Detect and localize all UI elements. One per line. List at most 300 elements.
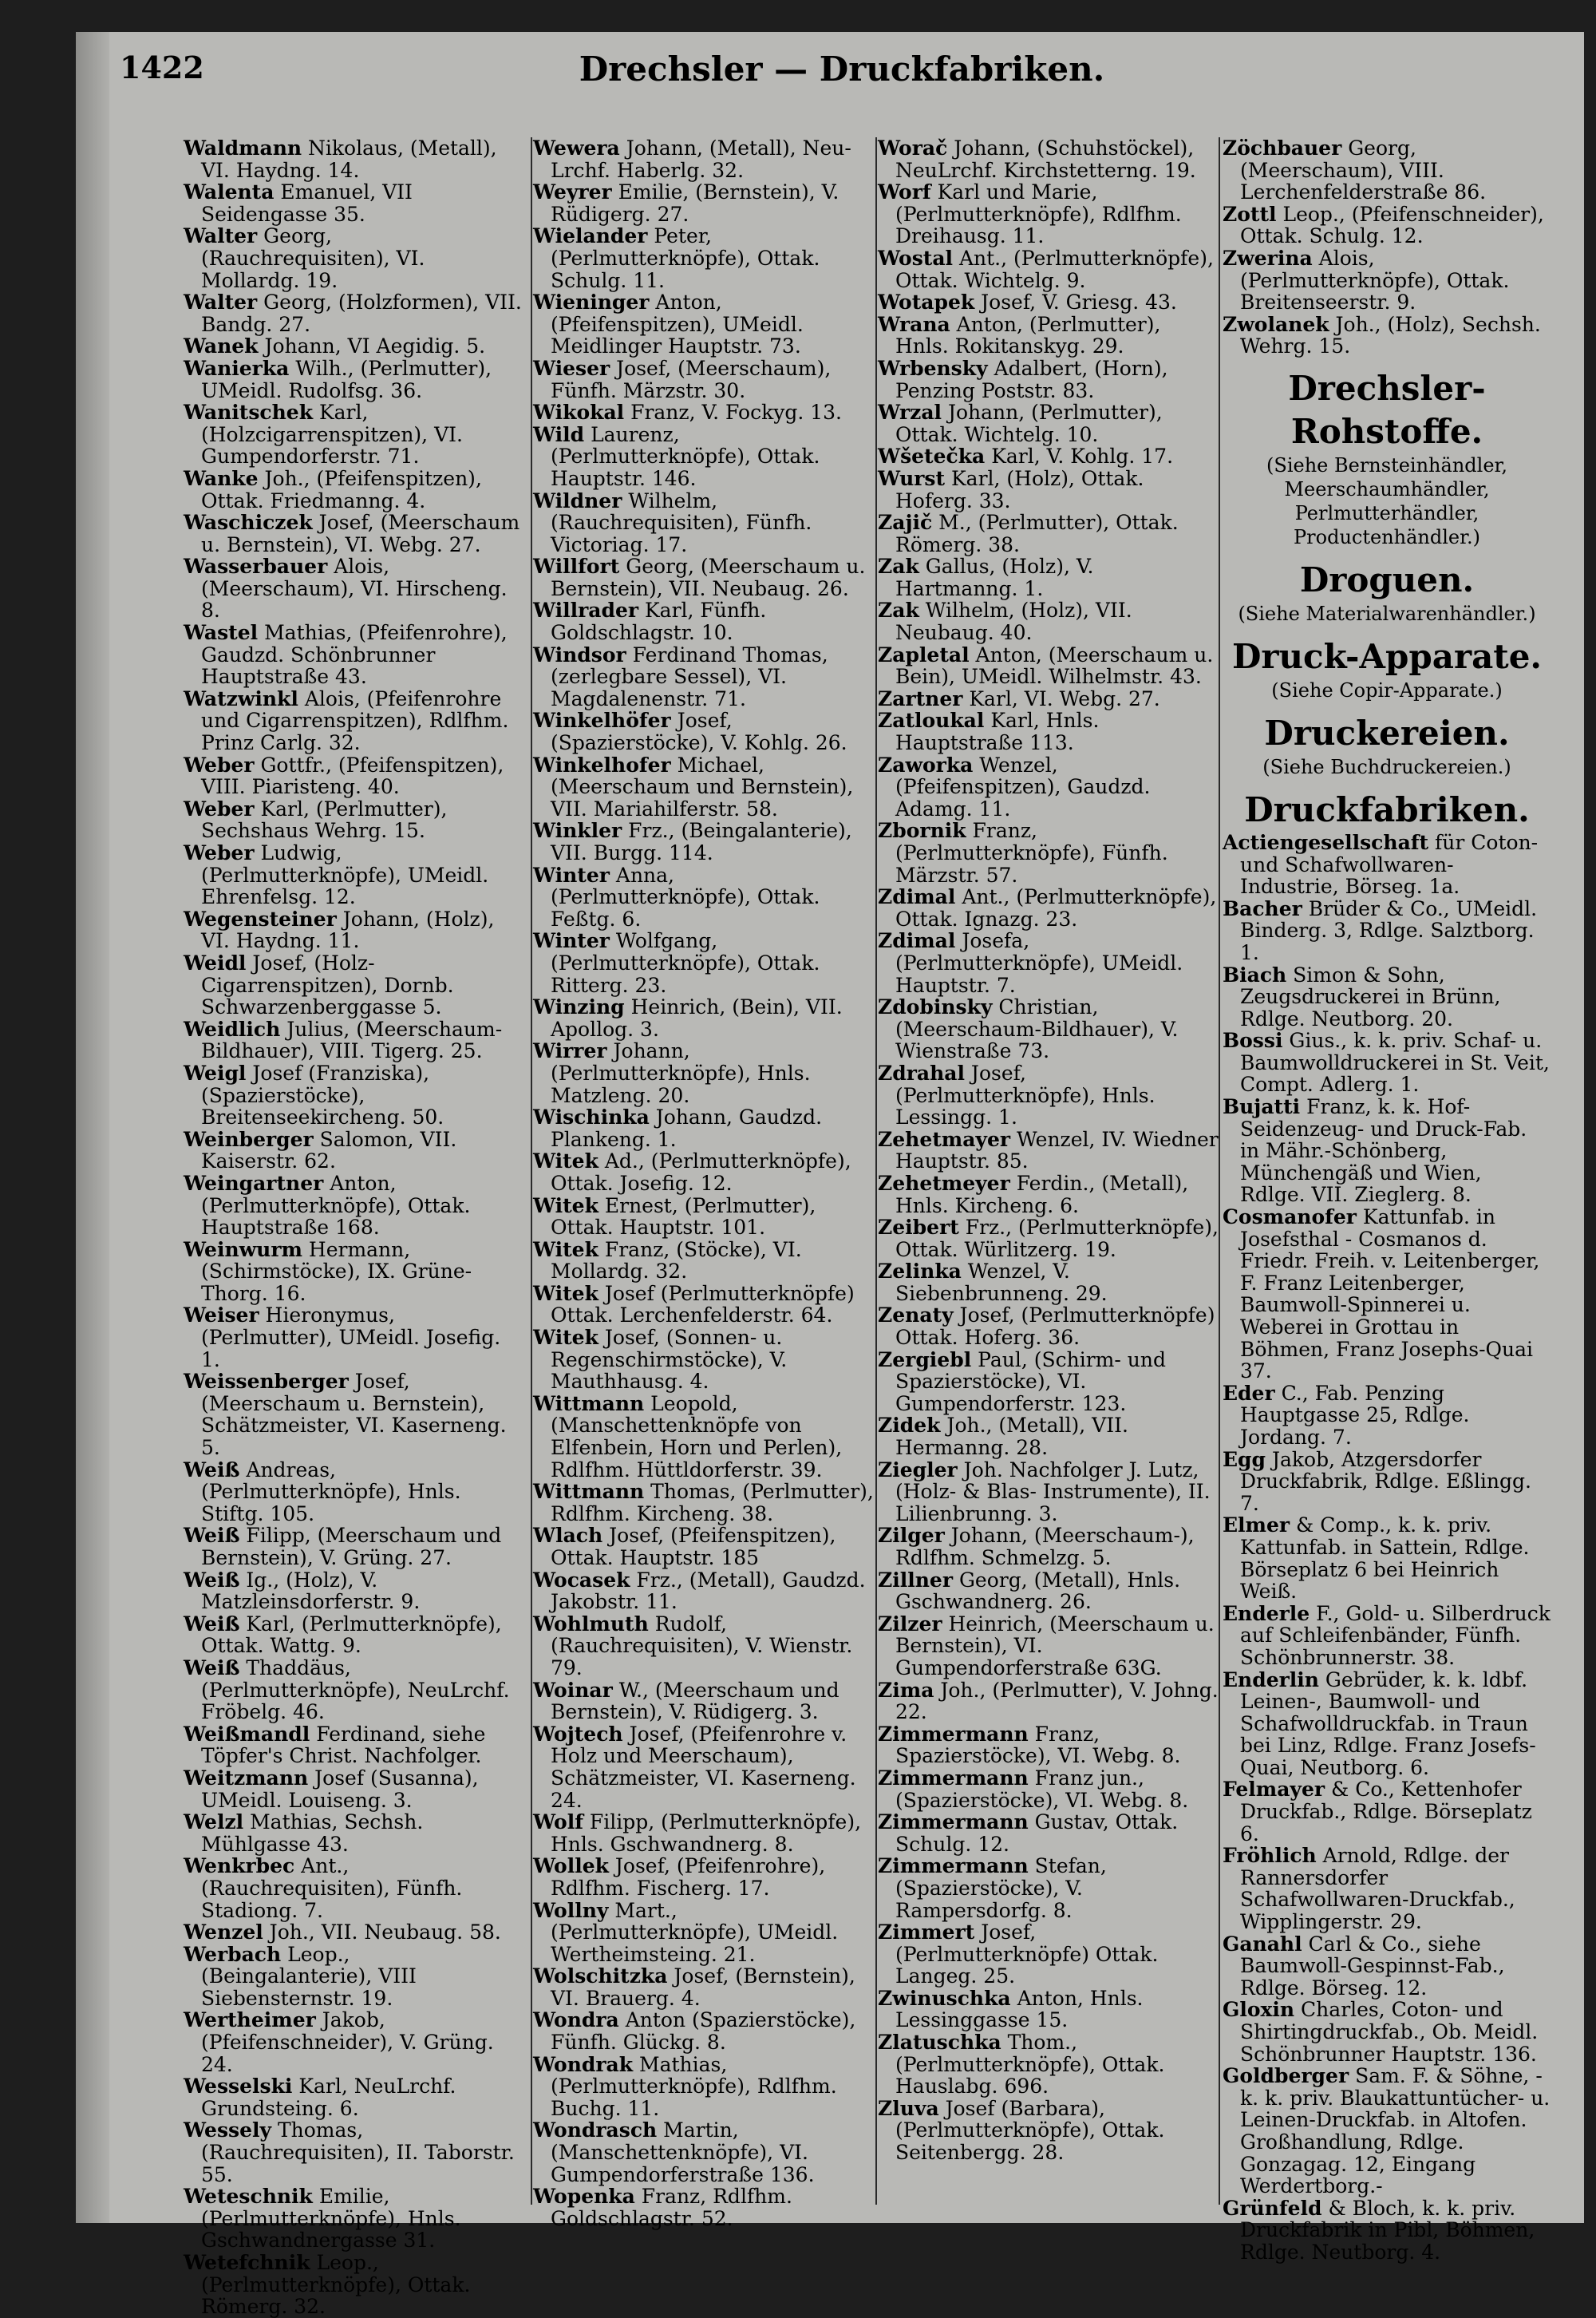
directory-entry: [878, 512, 1219, 556]
directory-entry: [878, 1173, 1219, 1216]
entry-details: Wenzel, V. Siebenbrunneng. 29.: [895, 1260, 1108, 1305]
entry-name: Wieninger: [533, 291, 650, 314]
entry-name: Wastel: [184, 621, 259, 645]
entry-name: Zdimal: [878, 929, 956, 953]
column-2: [533, 136, 875, 2230]
entry-name: Winkelhöfer: [533, 709, 671, 733]
directory-entry: [1223, 1778, 1551, 1845]
entry-name: Wikokal: [533, 401, 625, 425]
entry-details: Filipp, (Meerschaum und Bernstein), V. Grüng. 27.: [201, 1524, 502, 1569]
entry-details: Johann, (Holz), VI. Haydng. 11.: [201, 907, 495, 953]
entry-details: Josef (Franziska), (Spazierstöcke), Breitenseekircheng. 50.: [201, 1061, 444, 1129]
directory-entry: [533, 1811, 875, 1855]
directory-entry: [1223, 1669, 1551, 1779]
entry-name: Zaworka: [878, 753, 974, 777]
directory-entry: [184, 1371, 525, 1458]
directory-entry: [1223, 137, 1551, 204]
entry-name: Weißmandl: [184, 1722, 310, 1746]
entry-details: Leopold, (Manschettenknöpfe von Elfenbein, Horn und Perlen), Rdlfhm. Hüttldorferstr. 39.: [551, 1391, 843, 1481]
entry-name: Zwinuschka: [878, 1986, 1011, 2010]
entry-details: Josef, (Pfeifenspitzen), Ottak. Hauptstr. 185: [551, 1524, 836, 1569]
directory-entry: [878, 1304, 1219, 1348]
entry-details: Josef, (Perlmutterknöpfe), Hnls. Lessingg. 1.: [895, 1061, 1156, 1129]
directory-entry: [878, 1525, 1219, 1568]
directory-entry: [533, 225, 875, 291]
entry-name: Bujatti: [1223, 1095, 1301, 1119]
entry-details: Johann, (Meerschaum-), Rdlfhm. Schmelzg. 5.: [895, 1524, 1195, 1569]
directory-entry: [184, 1304, 525, 1371]
entry-details: Franz, Spazierstöcke), VI. Webg. 8.: [895, 1722, 1181, 1768]
directory-entry: [184, 2185, 525, 2252]
directory-entry: [184, 1129, 525, 1173]
entry-name: Willfort: [533, 555, 620, 579]
entry-name: Wanitschek: [184, 401, 314, 425]
directory-entry: [184, 2009, 525, 2075]
entry-name: Woinar: [533, 1678, 613, 1702]
entry-details: Kattunfab. in Josefsthal - Cosmanos d. Friedr. Freih. v. Leitenberger, F. Franz Leitenberger, Baumwoll-Spinnerei u. Weberei in Grottau in Böhmen, Franz Josephs-Quai 37.: [1240, 1205, 1540, 1383]
entry-details: Joh. Nachfolger J. Lutz, (Holz- & Blas- Instrumente), II. Lilienbrunng. 3.: [895, 1458, 1211, 1525]
entry-name: Weiß: [184, 1568, 240, 1592]
entry-details: Josef, V. Griesg. 43.: [974, 291, 1177, 314]
directory-entry: [1223, 964, 1551, 1030]
entry-name: Zehetmayer: [878, 1127, 1011, 1151]
entry-name: Weidlich: [184, 1017, 281, 1041]
entry-name: Weber: [184, 841, 255, 864]
page-number: 1422: [120, 49, 204, 85]
entry-details: Simon & Sohn, Zeugsdruckerei in Brünn, Rdlge. Neutborg. 20.: [1240, 963, 1501, 1030]
entry-name: Wondrak: [533, 2052, 634, 2076]
entry-details: Franz, k. k. Hof-Seidenzeug- und Druck-Fab. in Mähr.-Schönberg, Münchengäß und Wien, Rdlge. VII. Zieglerg. 8.: [1240, 1095, 1527, 1207]
entry-name: Zeibert: [878, 1216, 959, 1240]
running-title: Drechsler — Druckfabriken.: [579, 49, 1105, 89]
entry-name: Wotapek: [878, 291, 975, 314]
entry-details: Frz., (Beingalanterie), VII. Burgg. 114.: [551, 819, 852, 864]
directory-entry: [878, 137, 1219, 181]
entry-name: Weyrer: [533, 180, 612, 204]
entry-name: Wohlmuth: [533, 1612, 649, 1636]
entry-name: Werbach: [184, 1942, 282, 1966]
directory-entry: [184, 1569, 525, 1613]
entry-name: Zelinka: [878, 1260, 962, 1284]
directory-entry: [1223, 247, 1551, 314]
entry-details: Johann, Gaudzd. Plankeng. 1.: [551, 1106, 823, 1151]
entry-name: Weiß: [184, 1524, 240, 1548]
directory-entry: [878, 556, 1219, 599]
entry-details: Joh., (Holz), Sechsh. Wehrg. 15.: [1240, 312, 1541, 358]
directory-entry: [533, 996, 875, 1040]
entry-details: Johann, (Perlmutterknöpfe), Hnls. Matzleng. 20.: [551, 1039, 811, 1107]
entry-name: Wenzel: [184, 1920, 263, 1944]
entry-details: Josef, (Holz-Cigarrenspitzen), Dornb. Schwarzenberggasse 5.: [201, 951, 454, 1019]
entry-name: Wanke: [184, 466, 259, 490]
entry-name: Wondrasch: [533, 2118, 658, 2142]
directory-entry: [533, 599, 875, 643]
directory-entry: [1223, 1206, 1551, 1382]
directory-entry: [878, 1129, 1219, 1173]
entry-details: Josef, (Perlmutterknöpfe) Ottak. Langeg. 25.: [895, 1920, 1159, 1988]
entry-name: Weingartner: [184, 1171, 324, 1195]
column-rule-1: [531, 137, 532, 2205]
entry-name: Zergiebl: [878, 1347, 972, 1371]
directory-entry: [878, 1613, 1219, 1679]
entry-details: Heinrich, (Bein), VII. Apollog. 3.: [551, 995, 843, 1041]
directory-entry: [184, 225, 525, 291]
directory-entry: [533, 1239, 875, 1283]
entry-details: Johann, (Perlmutter), Ottak. Wichtelg. 10.: [895, 401, 1163, 446]
entry-name: Witek: [533, 1326, 598, 1350]
directory-entry: [1223, 314, 1551, 358]
entry-details: Charles, Coton- und Shirtingdruckfab., Ob. Meidl. Schönbrunner Hauptstr. 136.: [1240, 1998, 1539, 2066]
entry-name: Zidek: [878, 1414, 941, 1438]
directory-entry: [184, 335, 525, 358]
directory-entry: [878, 930, 1219, 996]
entry-details: Wilh., (Perlmutter), UMeidl. Rudolfsg. 36.: [201, 356, 492, 402]
entry-name: Zimmermann: [878, 1854, 1029, 1878]
entry-details: Anton (Spazierstöcke), Fünfh. Glückg. 8.: [551, 2008, 856, 2055]
entry-details: Gallus, (Holz), V. Hartmanng. 1.: [895, 555, 1094, 600]
entry-name: Witek: [533, 1149, 598, 1173]
entry-name: Zak: [878, 555, 919, 579]
entry-name: Biach: [1223, 963, 1287, 987]
directory-entry: [878, 1767, 1219, 1811]
entry-details: Josef, (Meerschaum u. Bernstein), Schätzmeister, VI. Kaserneng. 5.: [201, 1370, 507, 1460]
entry-details: Anton, (Pfeifenspitzen), UMeidl. Meidlinger Hauptstr. 73.: [551, 291, 804, 358]
directory-entry: [184, 908, 525, 952]
directory-entry: [878, 1988, 1219, 2031]
entry-name: Weidl: [184, 951, 247, 975]
entry-name: Witek: [533, 1193, 598, 1217]
entry-name: Zatloukal: [878, 709, 985, 733]
column-4-entries-top: [1223, 137, 1551, 358]
entry-details: Thom., (Perlmutterknöpfe), Ottak. Hauslabg. 696.: [895, 2031, 1165, 2098]
entry-name: Wieser: [533, 356, 610, 380]
entry-details: Karl, (Perlmutterknöpfe), Ottak. Wattg. 9.: [201, 1612, 502, 1658]
directory-entry: [1223, 1096, 1551, 1206]
entry-details: Joh., VII. Neubaug. 58.: [263, 1920, 501, 1944]
entry-name: Wild: [533, 422, 585, 446]
entry-details: & Co., Kettenhofer Druckfab., Rdlge. Börseplatz 6.: [1240, 1778, 1532, 1845]
entry-name: Zima: [878, 1678, 934, 1702]
entry-details: Hermann, (Schirmstöcke), IX. Grüne-Thorg. 16.: [201, 1237, 472, 1305]
entry-details: Mart., (Perlmutterknöpfe), UMeidl. Wertheimsteing. 21.: [551, 1898, 839, 1966]
entry-name: Actiengesellschaft: [1223, 830, 1429, 854]
entry-name: Zilzer: [878, 1612, 942, 1636]
entry-details: Johann, (Metall), Neu-Lrchf. Haberlg. 32.: [551, 136, 851, 182]
directory-entry: [533, 358, 875, 401]
entry-details: Franz, (Stöcke), VI. Mollardg. 32.: [551, 1237, 802, 1284]
entry-details: Ant., (Perlmutterknöpfe), Ottak. Ignazg. 23.: [895, 885, 1217, 931]
directory-entry: [533, 401, 875, 424]
entry-name: Goldberger: [1223, 2064, 1349, 2088]
entry-name: Zdobinsky: [878, 995, 993, 1019]
entry-name: Wewera: [533, 136, 620, 160]
directory-entry: [184, 1657, 525, 1723]
entry-details: Josef, (Pfeifenrohre v. Holz und Meerschaum), Schätzmeister, VI. Kaserneng. 24.: [551, 1722, 856, 1812]
entry-details: Anton, Hnls. Lessinggasse 15.: [895, 1986, 1144, 2032]
directory-entry: [533, 1569, 875, 1613]
entry-details: Josef, (Bernstein), VI. Brauerg. 4.: [551, 1964, 855, 2010]
entry-name: Wenkrbec: [184, 1854, 295, 1878]
directory-entry: [184, 1525, 525, 1568]
entry-details: Ig., (Holz), V. Matzleinsdorferstr. 9.: [201, 1568, 421, 1614]
entry-name: Zilger: [878, 1524, 945, 1548]
directory-entry: [878, 688, 1219, 710]
entry-name: Wischinka: [533, 1106, 650, 1129]
entry-name: Wolf: [533, 1810, 583, 1834]
entry-details: Georg, (Rauchrequisiten), VI. Mollardg. 19.: [201, 224, 425, 292]
entry-name: Elmer: [1223, 1513, 1290, 1537]
entry-name: Waschiczek: [184, 511, 313, 535]
entry-details: Karl, NeuLrchf. Grundsteing. 6.: [201, 2075, 456, 2120]
directory-entry: [184, 1459, 525, 1525]
entry-details: Mathias, (Perlmutterknöpfe), Rdlfhm. Buchg. 11.: [551, 2052, 837, 2120]
entry-details: Alois, (Pfeifenrohre und Cigarrenspitzen), Rdlfhm. Prinz Carlg. 32.: [201, 686, 509, 755]
entry-name: Wielander: [533, 224, 648, 248]
directory-entry: [533, 490, 875, 556]
entry-name: Zdimal: [878, 885, 956, 909]
entry-details: Emilie, (Perlmutterknöpfe), Hnls. Gschwandnergasse 31.: [201, 2185, 461, 2253]
entry-name: Wildner: [533, 489, 622, 512]
entry-name: Zimmermann: [878, 1722, 1029, 1746]
entry-name: Winter: [533, 929, 610, 953]
entry-name: Wlach: [533, 1524, 603, 1548]
directory-entry: [878, 1855, 1219, 1921]
entry-details: Emilie, (Bernstein), V. Rüdigerg. 27.: [551, 180, 839, 226]
directory-entry: [184, 1811, 525, 1855]
entry-details: Ernest, (Perlmutter), Ottak. Hauptstr. 101.: [551, 1193, 816, 1240]
directory-entry: [533, 1855, 875, 1899]
directory-entry: [533, 1106, 875, 1150]
directory-entry: [533, 1393, 875, 1481]
entry-name: Walter: [184, 291, 258, 314]
entry-details: Josef, (Perlmutterknöpfe) Ottak. Hoferg. 36.: [895, 1303, 1215, 1350]
entry-details: Wenzel, IV. Wiedner Hauptstr. 85.: [895, 1127, 1219, 1173]
entry-name: Wetefchnik: [184, 2251, 310, 2274]
directory-entry: [878, 710, 1219, 754]
entry-name: Weiß: [184, 1655, 240, 1679]
entry-details: Ferdinand Thomas, (zerlegbare Sessel), VI. Magdalenenstr. 71.: [551, 643, 828, 710]
entry-name: Wondra: [533, 2008, 619, 2032]
directory-entry: [533, 2185, 875, 2229]
directory-entry: [533, 291, 875, 358]
directory-entry: [878, 1459, 1219, 1525]
entry-details: Johann, (Schuhstöckel), NeuLrchf. Kirchstetterng. 19.: [895, 136, 1196, 182]
directory-entry: [1223, 1603, 1551, 1669]
entry-details: Ant., (Rauchrequisiten), Fünfh. Stadiong. 7.: [201, 1854, 463, 1922]
directory-entry: [184, 512, 525, 556]
section-title-apparate: Druck-Apparate.: [1231, 636, 1543, 676]
section-title-druckereien: Druckereien.: [1264, 713, 1510, 753]
entry-name: Wanierka: [184, 356, 290, 380]
directory-entry: [878, 1062, 1219, 1129]
directory-entry: [1223, 1449, 1551, 1515]
directory-entry: [533, 1679, 875, 1723]
directory-entry: [533, 2054, 875, 2120]
entry-name: Wrana: [878, 312, 950, 336]
entry-details: Mathias, Sechsh. Mühlgasse 43.: [201, 1810, 424, 1856]
directory-entry: [878, 1414, 1219, 1458]
entry-details: Josef, (Spazierstöcke), V. Kohlg. 26.: [551, 709, 847, 755]
directory-entry: [878, 181, 1219, 247]
entry-name: Wocasek: [533, 1568, 630, 1592]
entry-details: Frz., (Perlmutterknöpfe), Ottak. Würlitzerg. 19.: [895, 1216, 1219, 1261]
entry-details: Josef (Perlmutterknöpfe) Ottak. Lerchenfelderstr. 64.: [551, 1281, 855, 1327]
entry-details: Wenzel, (Pfeifenspitzen), Gaudzd. Adamg. 11.: [895, 753, 1151, 821]
entry-details: Adalbert, (Horn), Penzing Poststr. 83.: [895, 356, 1168, 402]
entry-name: Wollny: [533, 1898, 609, 1922]
entry-details: Karl, Hnls. Hauptstraße 113.: [895, 709, 1100, 755]
entry-name: Zwolanek: [1223, 312, 1329, 336]
directory-entry: [533, 644, 875, 710]
entry-details: Mathias, (Pfeifenrohre), Gaudzd. Schönbrunner Hauptstraße 43.: [201, 621, 508, 689]
entry-details: Joh., (Perlmutter), V. Johng. 22.: [895, 1678, 1219, 1724]
directory-entry: [533, 1195, 875, 1239]
entry-details: Anna, (Perlmutterknöpfe), Ottak. Feßtg. 6.: [551, 863, 820, 931]
entry-details: Anton, (Perlmutterknöpfe), Ottak. Hauptstraße 168.: [201, 1171, 471, 1240]
directory-entry: [878, 401, 1219, 445]
entry-details: Franz, Rdlfhm. Goldschlagstr. 52.: [551, 2185, 792, 2230]
entry-details: Paul, (Schirm- und Spazierstöcke), VI. Gumpendorferstr. 123.: [895, 1347, 1166, 1415]
directory-entry: [878, 996, 1219, 1062]
entry-details: Ant., (Perlmutterknöpfe), Ottak. Wichtelg. 9.: [895, 246, 1214, 292]
directory-entry: [878, 754, 1219, 821]
entry-details: Carl & Co., siehe Baumwoll-Gespinnst-Fab., Rdlge. Börseg. 12.: [1240, 1932, 1505, 2000]
entry-name: Bacher: [1223, 896, 1302, 920]
section-title-droguen: Droguen.: [1299, 560, 1475, 599]
entry-name: Witek: [533, 1237, 598, 1261]
entry-name: Weber: [184, 797, 255, 821]
entry-details: Georg, (Metall), Hnls. Gschwandnerg. 26.: [895, 1568, 1181, 1614]
entry-details: Josef, (Pfeifenrohre), Rdlfhm. Fischerg. 17.: [551, 1854, 826, 1900]
entry-details: Gottfr., (Pfeifenspitzen), VIII. Piaristeng. 40.: [201, 753, 504, 799]
entry-details: Leop., (Perlmutterknöpfe), Ottak. Römerg. 32.: [201, 2251, 471, 2318]
entry-details: Wilhelm, (Rauchrequisiten), Fünfh. Victoriag. 17.: [551, 489, 812, 556]
entry-name: Zbornik: [878, 819, 966, 843]
entry-details: Josef (Susanna), UMeidl. Louiseng. 3.: [201, 1766, 479, 1812]
entry-name: Weiß: [184, 1612, 240, 1636]
directory-entry: [184, 622, 525, 688]
directory-entry: [533, 556, 875, 599]
directory-entry: [533, 820, 875, 864]
entry-details: für Coton- und Schafwollwaren-Industrie, Börseg. 1a.: [1240, 830, 1539, 899]
entry-details: Wolfgang, (Perlmutterknöpfe), Ottak. Ritterg. 23.: [551, 929, 820, 997]
entry-name: Zimmermann: [878, 1810, 1029, 1834]
column-3: [878, 137, 1219, 2213]
directory-entry: [533, 1283, 875, 1327]
entry-details: Ad., (Perlmutterknöpfe), Ottak. Josefig. 12.: [551, 1149, 851, 1195]
section-note-droguen: (Siehe Materialwarenhändler.): [1238, 602, 1536, 625]
directory-entry: [533, 2119, 875, 2185]
directory-entry: [184, 2252, 525, 2318]
entry-name: Cosmanofer: [1223, 1205, 1357, 1229]
directory-entry: [184, 401, 525, 468]
entry-name: Winkler: [533, 819, 622, 843]
directory-entry: [1223, 1999, 1551, 2065]
directory-entry: [533, 1613, 875, 1679]
entry-name: Ziegler: [878, 1458, 958, 1481]
entry-details: Josef (Barbara), (Perlmutterknöpfe), Ottak. Seitenbergg. 28.: [895, 2096, 1165, 2165]
entry-name: Worač: [878, 136, 948, 160]
entry-details: Josef, (Sonnen- u. Regenschirmstöcke), V. Mauthhausg. 4.: [551, 1326, 788, 1394]
directory-entry: [533, 1150, 875, 1194]
directory-entry: [184, 181, 525, 225]
entry-name: Grünfeld: [1223, 2196, 1322, 2220]
entry-name: Zluva: [878, 2096, 939, 2120]
directory-entry: [878, 1216, 1219, 1260]
directory-entry: [533, 864, 875, 931]
directory-entry: [1223, 2197, 1551, 2264]
entry-details: Emanuel, VII Seidengasse 35.: [201, 180, 413, 226]
directory-entry: [184, 1062, 525, 1129]
directory-entry: [184, 291, 525, 335]
section-note-druckereien: (Siehe Buchdruckereien.): [1262, 755, 1511, 778]
directory-entry: [878, 599, 1219, 643]
entry-details: Martin, (Manschettenknöpfe), VI. Gumpendorferstraße 136.: [551, 2118, 815, 2186]
entry-name: Wittmann: [533, 1391, 645, 1415]
directory-entry: [533, 1040, 875, 1106]
directory-entry: [184, 2119, 525, 2185]
directory-entry: [533, 2009, 875, 2053]
column-rule-3: [1219, 137, 1220, 2205]
entry-name: Wanek: [184, 334, 259, 358]
entry-name: Weteschnik: [184, 2185, 313, 2209]
entry-details: C., Fab. Penzing Hauptgasse 25, Rdlge. Jordang. 7.: [1240, 1381, 1470, 1449]
page-header: [120, 49, 1564, 97]
column-4-entries-bottom: [1223, 832, 1551, 2264]
directory-entry: [533, 1965, 875, 2009]
directory-entry: [184, 1921, 525, 1944]
entry-details: Alois, (Perlmutterknöpfe), Ottak. Breitenseerstr. 9.: [1240, 246, 1510, 314]
directory-entry: [184, 468, 525, 512]
column-4: [1223, 136, 1551, 2264]
directory-entry: [878, 644, 1219, 688]
entry-details: Salomon, VII. Kaiserstr. 62.: [201, 1127, 457, 1173]
entry-details: Georg, (Meerschaum u. Bernstein), VII. Neubaug. 26.: [551, 555, 866, 600]
entry-name: Zajič: [878, 511, 933, 535]
entry-details: Anton, (Perlmutter), Hnls. Rokitanskyg. 29.: [895, 312, 1161, 358]
directory-entry: [184, 137, 525, 181]
directory-entry: [1223, 1933, 1551, 2000]
directory-entry: [184, 2075, 525, 2119]
entry-name: Winter: [533, 863, 610, 887]
directory-entry: [184, 1767, 525, 1811]
directory-entry: [878, 1723, 1219, 1767]
entry-name: Zöchbauer: [1223, 136, 1342, 160]
directory-entry: [533, 1525, 875, 1568]
entry-name: Weigl: [184, 1061, 247, 1085]
entry-details: & Bloch, k. k. priv. Druckfabrik in Pibl, Böhmen, Rdlge. Neutborg. 4.: [1240, 2196, 1535, 2264]
section-title-druckfabriken: Druckfabriken.: [1244, 789, 1530, 829]
entry-details: Josef, (Meerschaum), Fünfh. Märzstr. 30.: [551, 356, 832, 402]
entry-name: Weissenberger: [184, 1370, 349, 1394]
entry-details: Alois, (Meerschaum), VI. Hirscheng. 8.: [201, 555, 508, 623]
entry-name: Worf: [878, 180, 931, 204]
directory-entry: [533, 181, 875, 225]
entry-name: Wessely: [184, 2118, 272, 2142]
directory-entry: [1223, 898, 1551, 964]
entry-details: Georg, (Holzformen), VII. Bandg. 27.: [201, 291, 522, 336]
entry-details: Filipp, (Perlmutterknöpfe), Hnls. Gschwandnerg. 8.: [551, 1810, 862, 1856]
entry-details: Franz, V. Fockyg. 13.: [624, 401, 843, 425]
entry-details: Thomas, (Perlmutter), Rdlfhm. Kircheng. 38.: [551, 1480, 874, 1525]
entry-name: Wollek: [533, 1854, 609, 1878]
directory-entry: [1223, 1845, 1551, 1932]
entry-name: Felmayer: [1223, 1778, 1325, 1802]
entry-details: Joh., (Pfeifenspitzen), Ottak. Friedmanng. 4.: [201, 466, 482, 512]
directory-entry: [184, 798, 525, 842]
entry-name: Zimmert: [878, 1920, 975, 1944]
section-title-rohstoffe: Drechsler-Rohstoffe.: [1288, 368, 1486, 451]
